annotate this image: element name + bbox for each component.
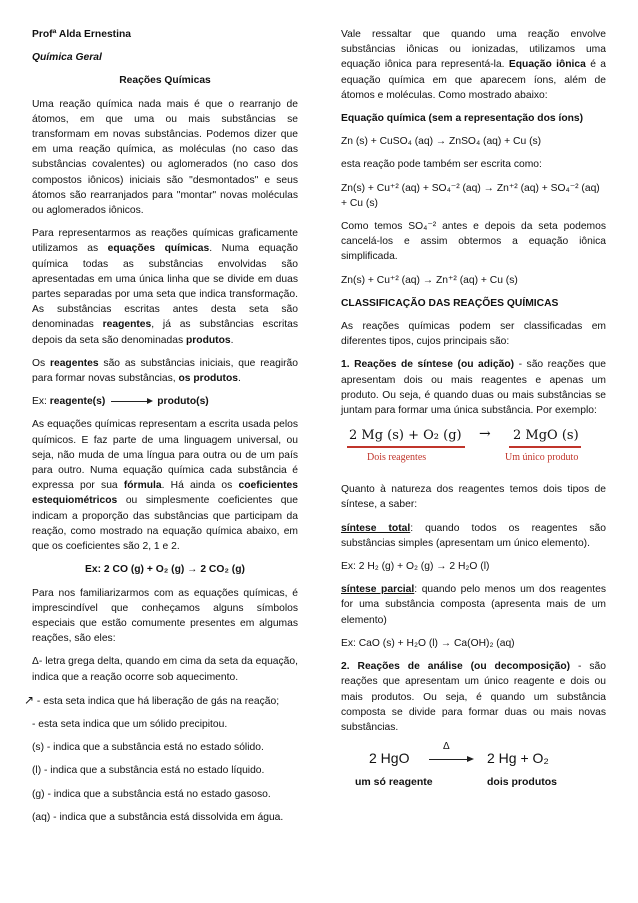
synthesis-arrow: → [479,426,491,443]
page-title: Reações Químicas [119,75,211,87]
ionic-paragraph: Vale ressaltar que quando uma reação envolve substâncias iônicas ou ionizadas, utilizamos uma equação iônica para representá-la. Equação iônica é a equação química em que aparecem íons, além de átomos e moléculas. Como mostrado abaixo: [341,29,606,101]
analysis-products: 2 Hg + O₂ [487,750,549,767]
analysis-figure [341,741,606,789]
partial-synthesis-example: Ex: CaO (s) + H₂O (l) → Ca(OH)₂ (aq) [341,637,515,649]
product-underline [509,446,581,448]
equations-paragraph: Para representarmos as reações químicas graficamente utilizamos as equações químicas. Numa equação química todas as substâncias envolvidas são apresentadas em uma única linha que se divide em duas partes separadas por uma seta que indica transformação. As substâncias escritas antes desta seta são denominadas reagentes, já as substâncias escritas depois da seta são denominadas produtos. [32,228,299,346]
gas-arrow-item: ↗ - esta seta indica que há liberação de gás na reação; [24,692,280,707]
reagents-underline [347,446,465,448]
solid-state-item: (s) - indica que a substância está no estado sólido. [32,742,264,754]
teacher-name: Profª Alda Ernestina [32,29,131,40]
full-ionic-equation: Zn(s) + Cu⁺² (aq) + SO₄⁻² (aq) → Zn⁺² (aq) + SO₄⁻² (aq) + Cu (s) [341,182,600,209]
gas-state-item: (g) - indica que a substância está no estado gasoso. [32,788,271,800]
right-arrow-icon [111,401,151,402]
co-equation: Ex: 2 CO (g) + O₂ (g) → 2 CO₂ (g) [85,564,245,576]
synthesis-figure [341,426,606,468]
aqueous-state-item: (aq) - indica que a substância está dissolvida em água. [32,811,284,823]
single-reagent-label: um só reagente [355,776,433,789]
reagents-paragraph: Os reagentes são as substâncias iniciais, que reagirão para formar novas substâncias, os produtos. [32,357,298,385]
solid-arrow-item: - esta seta indica que um sólido precipitou. [32,718,228,730]
intro-paragraph: Uma reação química nada mais é que o rearranjo de átomos, em que uma ou mais substâncias se transformam em novas substâncias. Podemos dizer que em uma reação química, as moléculas (no caso das substâncias covalentes) ou aglomerados (no caso dos compostos iônicos) iniciais são "desmontados" e seus átomos são rearranjados para "montar" novas moléculas ou aglomerados iônicos. [32,98,298,217]
product-label: Um único produto [505,452,579,464]
analysis-arrowhead [467,756,474,762]
partial-synthesis: síntese parcial: quando pelo menos um dos reagentes for uma substância composta (apresenta mais de um elemento) [341,584,607,626]
analysis-paragraph: 2. Reações de análise (ou decomposição) - são reações que apresentam um único reagente e dois ou mais produtos. Ou seja, é quando um substância composta se divide para formar duas ou mais novas substâncias. [341,661,606,733]
subject-name: Química Geral [32,52,102,64]
left-column [24,27,299,833]
total-synthesis: síntese total: quando todos os reagentes são substâncias simples (apresentam um único elemento). [341,522,606,549]
simplified-ionic-equation: Zn(s) + Cu⁺² (aq) → Zn⁺² (aq) + Cu (s) [341,274,518,286]
reagents-label: Dois reagentes [367,452,427,464]
delta-symbol: Δ [443,741,450,753]
classification-heading: CLASSIFICAÇÃO DAS REAÇÕES QUÍMICAS [341,297,559,309]
synthesis-types-intro: Quanto à natureza dos reagentes temos dois tipos de síntese, a saber: [341,484,606,511]
symbols-intro: Para nos familiarizarmos com as equações químicas, é imprescindível que conheçamos alguns símbolos especiais que estão comumente presentes em algumas reações, são eles: [32,587,298,645]
example-reagent-product: Ex: reagente(s) produto(s) [32,396,209,408]
total-synthesis-example: Ex: 2 H₂ (g) + O₂ (g) → 2 H₂O (l) [341,561,490,573]
delta-symbol-item: Δ- letra grega delta, quando em cima da seta da equação, indica que a reação ocorre sob aquecimento. [32,656,298,683]
synthesis-product: 2 MgO (s) [513,428,579,444]
zn-cuso4-equation: Zn (s) + CuSO₄ (aq) → ZnSO₄ (aq) + Cu (s) [341,136,542,148]
synthesis-paragraph: 1. Reações de síntese (ou adição) - são reações que apresentam dois ou mais reagentes e apenas um produto. Ou seja, é quando duas ou mais substâncias se juntam para formar uma única substância. Por exemplo: [341,359,606,417]
right-column [341,27,606,799]
also-written-text: esta reação pode também ser escrita como: [341,159,542,171]
arrow-up-icon: ↗ [24,692,35,707]
classification-intro: As reações químicas podem ser classificadas em diferentes tipos, cujos principais são: [341,321,606,348]
synthesis-reagents: 2 Mg (s) + O₂ (g) [349,428,462,444]
liquid-state-item: (l) - indica que a substância está no estado líquido. [32,765,265,777]
two-products-label: dois produtos [487,776,557,789]
ionic-heading: Equação química (sem a representação dos íons) [341,113,584,125]
universal-language-paragraph: As equações químicas representam a escrita usada pelos químicos. E faz parte de uma linguagem universal, ou seja, não muda de uma língua para outra ou de um país para outro. Numa equação química cada substância é expressa por sua fórmula. Há ainda os coeficientes estequiométricos ou simplesmente coeficientes que indicam a proporção das substâncias que participam da reação, como mostrado na equação química abaixo, em que os coeficientes são 2, 1 e 2. [32,419,298,553]
analysis-reagent: 2 HgO [369,750,410,767]
cancel-paragraph: Como temos SO₄⁻² antes e depois da seta podemos cancelá-los e assim obtermos a equação iônica simplificada. [341,221,606,263]
analysis-arrow-icon [429,759,469,760]
